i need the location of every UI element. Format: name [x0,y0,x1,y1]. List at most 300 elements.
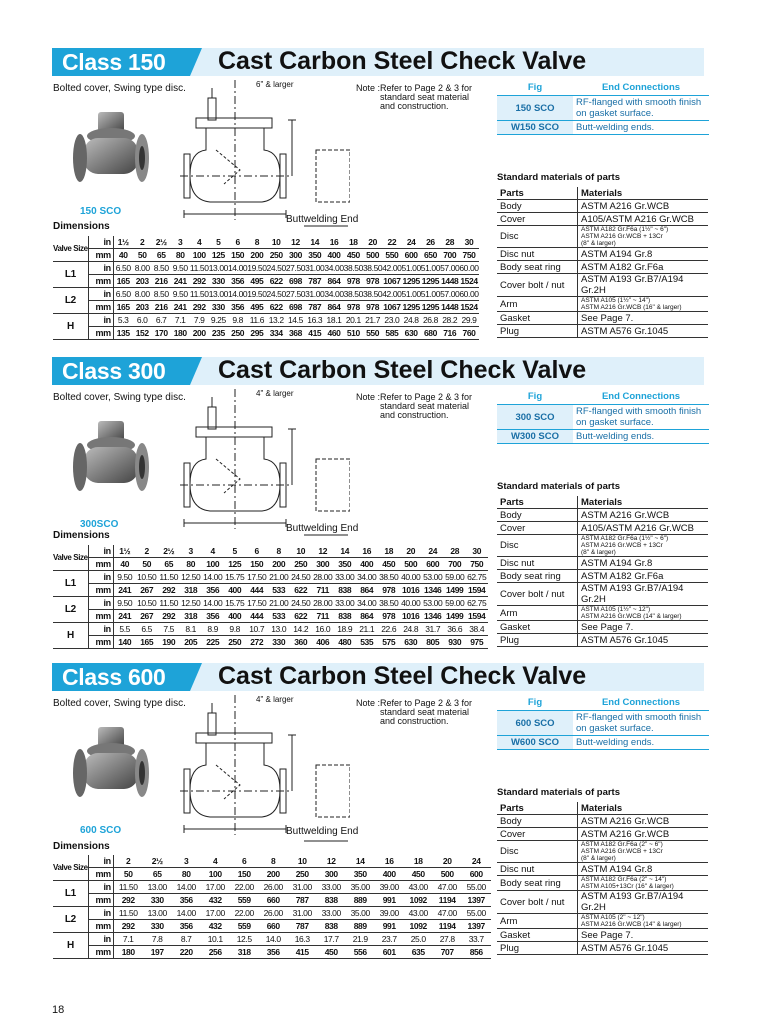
part-material [578,876,709,891]
size-in-cell: 2 [113,855,143,868]
dimension-cell: 12.50 [181,598,201,608]
valve-photo [70,721,150,807]
unit-mm: mm [88,249,113,262]
dimension-cell: 14.00 [227,263,248,273]
size-in-cell: 8 [259,855,288,868]
size-mm-cell: 100 [190,249,209,262]
dimension-cell: 1346 [422,584,444,597]
dimension-cell: 21.9 [346,933,375,946]
size-mm-cell: 100 [202,558,224,571]
buttwelding-label: Buttwelding End [286,214,359,225]
dimension-unit: in [88,907,113,920]
dimension-unit: in [88,262,113,275]
size-in-cell: 6 [246,545,268,558]
size-in-cell: 10 [290,545,312,558]
dimension-cell: 6.50 [113,262,133,275]
materials-title: Standard materials of parts [497,481,621,492]
material-line: ASTM A105 (1½" ~ 12") [581,606,651,613]
dimension-cell: 17.00 [201,907,230,920]
size-in-cell: 24 [462,855,491,868]
dimension-cell: 550 [363,327,382,340]
dimension-cell: 1016 [400,610,422,623]
dimension-cell: 8.00 [133,288,152,301]
dimension-cell: 24.8 [400,623,422,636]
dimension-cell: 17.00 [201,881,230,894]
dimension-row [53,314,479,327]
dimension-cell: 585 [382,327,401,340]
dimension-cell: 622 [267,301,286,314]
dimension-cell: 559 [230,920,259,933]
unit-mm: mm [88,558,113,571]
size-in-cell: 30 [466,545,488,558]
dimension-cell: 38.50 [343,289,363,299]
fig-row [497,121,709,135]
dimension-cell: 630 [402,327,421,340]
dimension-cell: 6.50 [113,288,133,301]
part-name: Gasket [497,312,578,325]
dimension-cell: 660 [259,894,288,907]
part-material: ASTM A576 Gr.1045 [578,325,709,338]
part-name: Gasket [497,929,578,942]
end-connections-table [497,389,709,444]
dimension-cell: 787 [288,920,317,933]
materials-row [497,606,708,621]
part-name: Arm [497,297,578,312]
dimension-cell: 432 [201,920,230,933]
size-mm-cell: 50 [113,868,143,881]
materials-row [497,522,708,535]
dimension-cell: 1594 [466,610,488,623]
material-line: ASTM A216 Gr.WCB + 13Cr [581,848,663,855]
dimension-cell: 415 [288,946,317,959]
dimension-cell: 26.00 [259,881,288,894]
materials-row [497,557,708,570]
size-mm-cell: 650 [421,249,440,262]
size-mm-cell: 450 [404,868,433,881]
materials-row [497,213,708,226]
dimension-cell: 838 [334,584,356,597]
dimension-cell: 165 [113,301,133,314]
dimension-unit: mm [88,301,113,314]
dimension-cell: 575 [378,636,400,649]
size-in-cell: 24 [402,236,421,249]
dimension-unit: in [88,314,113,327]
part-name: Gasket [497,621,578,634]
material-line: ASTM A216 Gr.WCB + 13Cr [581,542,663,549]
size-mm-cell: 600 [402,249,421,262]
dimension-cell: 31.00 [305,263,325,273]
dimension-cell: 38.50 [362,289,383,299]
dimension-cell: 16.0 [312,623,334,636]
size-in-cell: 12 [312,545,334,558]
dimension-cell: 978 [378,584,400,597]
dimension-cell: 21.1 [356,623,378,636]
size-mm-cell: 40 [113,249,133,262]
dimension-cell: 29.9 [459,314,478,327]
dimension-row [53,920,491,933]
size-mm-cell: 350 [334,558,356,571]
dimension-cell: 978 [363,275,382,288]
dimension-cell: 267 [136,584,158,597]
size-mm-cell: 500 [363,249,382,262]
dimension-cell: 152 [133,327,152,340]
dimensions-title: Dimensions [53,530,110,541]
dimension-cell: 19.50 [247,263,267,273]
materials-row [497,226,708,248]
material-line: ASTM A216 Gr.WCB (16" & larger) [581,304,682,311]
dimension-cell: 57.00 [440,263,460,273]
dimension-cell: 31.7 [422,623,444,636]
fig-description: Butt-welding ends. [573,736,709,750]
part-material: ASTM A216 Gr.WCB [578,828,709,841]
dimension-cell: 203 [133,275,152,288]
material-line: ASTM A182 Gr.F6a (1½" ~ 6") [581,535,669,542]
dimension-cell: 716 [440,327,459,340]
dimension-cell: 13.00 [208,289,228,299]
dimension-cell: 272 [246,636,268,649]
dimension-cell: 6.0 [133,314,152,327]
dimension-cell: 18.9 [334,623,356,636]
dimension-cell: 787 [288,894,317,907]
fig-header-cell: End Connections [573,695,709,711]
dimension-cell: 368 [286,327,305,340]
dimension-cell: 889 [346,894,375,907]
size-in-cell: 4 [201,855,230,868]
dimension-cell: 10.7 [246,623,268,636]
materials-table [497,802,708,955]
fig-header-cell: End Connections [573,389,709,405]
part-name: Cover [497,828,578,841]
dimension-cell: 14.00 [227,289,248,299]
dimension-cell: 1067 [383,276,401,286]
dimension-cell: 406 [312,636,334,649]
fig-description: Butt-welding ends. [573,121,709,135]
dimension-cell: 31.00 [288,881,317,894]
size-in-cell: 6 [228,236,247,249]
dimension-cell: 292 [158,584,180,597]
materials-row [497,621,708,634]
dimension-cell: 1346 [422,610,444,623]
dimension-cell: 9.8 [228,314,247,327]
size-in-cell: 5 [209,236,228,249]
fig-code: 600 SCO [497,711,573,736]
dimension-cell: 19.50 [247,289,267,299]
dimension-row [53,275,479,288]
dimension-cell: 22.00 [230,907,259,920]
dimension-cell: 8.50 [152,262,171,275]
dimension-cell: 22.00 [230,881,259,894]
part-material: ASTM A182 Gr.F6a [578,261,709,274]
fig-row [497,711,709,736]
size-in-cell: 1½ [113,236,133,249]
dimension-cell: 51.00 [401,289,421,299]
dimension-unit: in [88,881,113,894]
dimension-cell: 17.50 [247,572,267,582]
materials-row [497,891,708,914]
materials-header-row [497,187,708,200]
size-mm-cell: 250 [290,558,312,571]
dimension-cell: 1092 [404,894,433,907]
size-in-cell: 24 [422,545,444,558]
material-line: ASTM A216 Gr.WCB + 13Cr [581,233,663,240]
dimension-cell: 14.00 [203,572,223,582]
class-label: Class 150 [62,49,166,75]
dimension-cell: 9.50 [171,288,190,301]
photo-caption: 300SCO [80,519,119,530]
dimension-cell: 235 [209,327,228,340]
dimension-cell: 356 [228,301,247,314]
dimension-cell: 60.00 [459,263,479,273]
part-material [578,535,709,557]
dimension-cell: 356 [202,610,224,623]
valve-size-label: Valve Size [53,236,88,262]
part-material: ASTM A194 Gr.8 [578,248,709,261]
dimension-cell: 330 [143,920,172,933]
part-material: See Page 7. [578,312,709,325]
dimension-cell: 1295 [421,276,440,286]
materials-row [497,863,708,876]
part-name: Body seat ring [497,261,578,274]
dimension-cell: 33.00 [317,881,346,894]
part-name: Cover [497,522,578,535]
dimension-cell: 864 [356,584,378,597]
dimension-cell: 14.5 [286,314,305,327]
size-in-cell: 2½ [152,236,171,249]
buttwelding-label: Buttwelding End [286,826,359,837]
dimension-cell: 6.5 [136,623,158,636]
materials-row [497,634,708,647]
size-in-cell: 3 [171,236,190,249]
dimension-cell: 1448 [441,276,459,286]
material-line: ASTM A182 Gr.F6a (2" ~ 14") [581,876,667,883]
dimension-cell: 20.1 [344,314,363,327]
dimension-cell: 330 [209,301,228,314]
part-name: Cover [497,213,578,226]
dimension-cell: 8.9 [202,623,224,636]
fig-header-row [497,695,709,711]
dimension-cell: 1499 [444,584,466,597]
part-material: ASTM A216 Gr.WCB [578,509,709,522]
dimension-cell: 31.00 [288,907,317,920]
dimension-row [53,288,479,301]
material-line: ASTM A182 Gr.F6a (2" ~ 6") [581,841,663,848]
dimension-cell: 27.50 [285,289,306,299]
part-name: Disc [497,841,578,863]
part-material: A105/ASTM A216 Gr.WCB [578,522,709,535]
dimension-cell: 220 [172,946,201,959]
size-mm-cell: 450 [344,249,363,262]
size-row-in [53,236,479,249]
size-mm-cell: 250 [267,249,286,262]
dimension-cell: 9.50 [113,571,136,584]
materials-title: Standard materials of parts [497,787,621,798]
part-material: ASTM A193 Gr.B7/A194 Gr.2H [578,274,709,297]
materials-row [497,509,708,522]
size-in-cell: 4 [202,545,224,558]
dimension-cell: 330 [143,894,172,907]
dimension-row [53,301,479,314]
part-material: ASTM A193 Gr.B7/A194 Gr.2H [578,891,709,914]
dimension-cell: 25.0 [404,933,433,946]
dimension-cell: 510 [344,327,363,340]
dimension-cell: 556 [346,946,375,959]
dimension-cell: 450 [317,946,346,959]
dimension-cell: 991 [375,894,404,907]
dimension-cell: 59.00 [445,572,465,582]
part-material [578,606,709,621]
dimension-unit: in [88,571,113,584]
dimension-cell: 38.4 [466,623,488,636]
dimension-cell: 292 [190,301,209,314]
size-row-mm [53,868,491,881]
dimension-cell: 57.00 [440,289,460,299]
dimension-cell: 39.00 [375,907,404,920]
dimension-name: L2 [53,597,88,623]
section-title: Cast Carbon Steel Check Valve [218,662,587,690]
size-mm-cell: 250 [288,868,317,881]
part-material [578,841,709,863]
size-row-in [53,855,491,868]
size-in-cell: 20 [433,855,462,868]
dimension-cell: 760 [459,327,478,340]
photo-caption: 600 SCO [80,825,122,836]
dimension-cell: 51.00 [420,289,441,299]
dimension-cell: 39.00 [375,881,404,894]
dimension-cell: 622 [267,275,286,288]
dimension-cell: 622 [290,584,312,597]
valve-photo [70,106,150,192]
dimension-row [53,881,491,894]
materials-row [497,876,708,891]
size-in-cell: 8 [247,236,266,249]
dimension-cell: 250 [224,636,246,649]
dimension-cell: 51.00 [420,263,441,273]
size-mm-cell: 400 [356,558,378,571]
dimension-cell: 18.1 [324,314,343,327]
size-mm-cell: 150 [230,868,259,881]
size-mm-cell: 100 [201,868,230,881]
dimension-cell: 660 [259,920,288,933]
dimension-cell: 711 [312,584,334,597]
note-label: Note : [356,392,381,402]
dimension-cell: 14.00 [203,598,223,608]
dimension-cell: 707 [433,946,462,959]
size-mm-cell: 125 [224,558,246,571]
part-name: Arm [497,606,578,621]
dimension-cell: 36.6 [444,623,466,636]
size-mm-cell: 80 [171,249,190,262]
dimensions-title: Dimensions [53,841,110,852]
fig-description: Butt-welding ends. [573,430,709,444]
dimension-cell: 991 [375,920,404,933]
size-mm-cell: 300 [312,558,334,571]
dimension-cell: 225 [202,636,224,649]
materials-row [497,248,708,261]
dimension-unit: in [88,623,113,636]
dimension-cell: 432 [201,894,230,907]
size-note: 6" & larger [256,80,294,89]
part-material: ASTM A194 Gr.8 [578,557,709,570]
dimension-cell: 889 [346,920,375,933]
size-mm-cell: 200 [247,249,266,262]
dimension-unit: mm [88,894,113,907]
dimension-cell: 11.50 [189,263,209,273]
dimension-cell: 1448 [441,302,459,312]
dimension-cell: 53.00 [423,572,443,582]
size-mm-cell: 750 [466,558,488,571]
dimension-unit: in [88,597,113,610]
dimension-cell: 24.50 [266,289,286,299]
dimension-cell: 200 [190,327,209,340]
dimension-cell: 838 [317,920,346,933]
dimension-cell: 787 [305,301,324,314]
dimension-cell: 698 [286,275,305,288]
size-mm-cell: 50 [133,249,152,262]
dimension-cell: 864 [324,301,343,314]
size-mm-cell: 600 [462,868,491,881]
materials-row [497,583,708,606]
dimension-cell: 47.00 [433,907,462,920]
valve-photo [70,415,150,501]
size-in-cell: 3 [180,545,202,558]
part-name: Body seat ring [497,570,578,583]
dimension-cell: 535 [356,636,378,649]
dimension-cell: 60.00 [459,289,479,299]
part-name: Disc nut [497,248,578,261]
unit-in: in [88,855,113,868]
dimension-cell: 27.50 [285,263,306,273]
material-line: ASTM A182 Gr.F6a (1½" ~ 6") [581,226,669,233]
dimension-unit: mm [88,920,113,933]
dimension-cell: 28.2 [440,314,459,327]
dimension-row [53,571,488,584]
dimension-cell: 24.50 [291,572,311,582]
material-line: ASTM A105 (1½" ~ 14") [581,297,651,304]
part-material: ASTM A216 Gr.WCB [578,815,709,828]
dimension-cell: 292 [113,894,143,907]
size-in-cell: 12 [286,236,305,249]
dimension-cell: 12.50 [181,572,201,582]
dimension-cell: 356 [228,275,247,288]
dimension-row [53,933,491,946]
size-mm-cell: 300 [317,868,346,881]
unit-mm: mm [88,868,113,881]
dimension-cell: 33.00 [317,907,346,920]
materials-row [497,535,708,557]
dimension-unit: in [88,288,113,301]
size-in-cell: 14 [346,855,375,868]
dimension-cell: 43.00 [404,881,433,894]
dimension-cell: 787 [305,275,324,288]
dimension-cell: 38.50 [379,572,399,582]
part-material: ASTM A576 Gr.1045 [578,942,709,955]
fig-row [497,736,709,750]
size-mm-cell: 125 [209,249,228,262]
end-connections-table [497,80,709,135]
page-number: 18 [52,1004,65,1016]
dimension-cell: 42.00 [382,263,402,273]
dimension-cell: 14.2 [290,623,312,636]
dimension-cell: 805 [422,636,444,649]
unit-in: in [88,545,113,558]
dimension-cell: 975 [466,636,488,649]
materials-row [497,200,708,213]
part-material: ASTM A182 Gr.F6a [578,570,709,583]
dimension-cell: 23.7 [375,933,404,946]
dimension-cell: 480 [334,636,356,649]
size-in-cell: 18 [344,236,363,249]
dimension-cell: 165 [136,636,158,649]
